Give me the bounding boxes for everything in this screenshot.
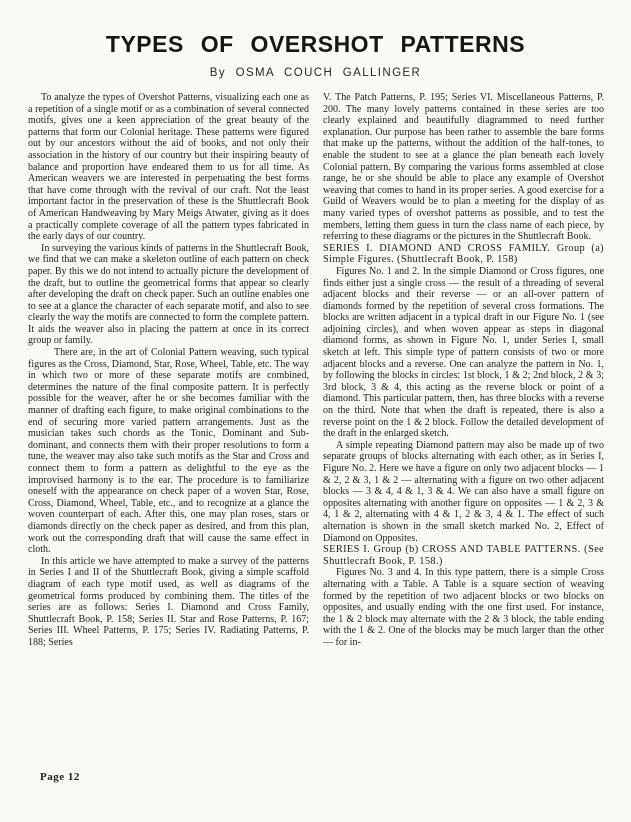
left-column [28, 92, 309, 649]
page-number: Page 12 [40, 771, 80, 783]
section-heading: SERIES I. DIAMOND AND CROSS FAMILY. Group (a) Simple Figures. (Shuttlecraft Book, P. 158) [323, 242, 604, 266]
paragraph: There are, in the art of Colonial Pattern weaving, such typical figures as the Cross, Diamond, Star, Rose, Wheel, Table, etc. The way in which two or more of these separate motifs are combined, determines the nature of the final composite pattern. It is perfectly possible for the weaver, after he or she becomes familiar with the manner of drafting each figure, to make original combinations to the end of securing more varied pattern arrangements. Just as the musician takes such chords as the Tonic, Dominant and Sub-dominant, and connects them with their proper resolutions to form a tune, the weaver may also take such motifs as the Star and Cross and connect them to form a pattern as delightful to the eye as the improvised harmony is to the ear. The procedure is to familiarize oneself with the appearance on check paper of a woven Star, Rose, Cross, Diamond, Wheel, Table, etc., and to recognize at a glance the woven counterpart of each. After this, one may plan roses, stars or diamonds directly on the check paper as desired, and from this plan, work out the corresponding draft that will cause the same effect in cloth. [28, 347, 309, 556]
article-header [0, 0, 631, 79]
paragraph: Figures No. 3 and 4. In this type pattern, there is a simple Cross alternating with a Table. A Table is a square section of weaving formed by the repetition of two adjacent blocks or two blocks on opposites, and usually ending with the one first used. For instance, the 1 & 2 block may alternate with the 2 & 3 block, the table ending with the 1 & 2. One of the blocks may be much larger than the other — for in- [323, 567, 604, 648]
paragraph: V. The Patch Patterns, P. 195; Series VI. Miscellaneous Patterns, P. 200. The many lovely patterns contained in these series are too clearly explained and beautifully diagrammed to need further explanation. Our purpose has been rather to assemble the bare forms that make up the patterns, without the addition of the half-tones, to enable the student to see at a glance the plan beneath each lovely Colonial pattern. By comparing the various forms assembled at close range, he or she should be able to place any example of Overshot weaving that comes to hand in its proper series. A good exercise for a Guild of Weavers would be to plan a meeting for the display of as many varied types of overshot patterns as possible, and to test the members, letting them guess in turn the class name of each piece, by referring to these diagrams or the pictures in the Shuttlecraft Book. [323, 92, 604, 243]
paragraph: In surveying the various kinds of patterns in the Shuttlecraft Book, we find that we can make a skeleton outline of each pattern on check paper. By this we do not intend to actually picture the development of the draft, but to outline the geometrical forms that appear so clearly after developing the draft on check paper. Such an outline enables one to see at a glance the character of each separate motif, and also to see clearly the way the motifs are connected to form the complete pattern. It aids the weaver also in placing the pattern at once in its correct group or family. [28, 242, 309, 347]
article-body [28, 92, 605, 649]
paragraph: A simple repeating Diamond pattern may also be made up of two separate groups of blocks alternating with each other, as in Series I, Figure No. 2. Here we have a figure on only two adjacent blocks — 1 & 2, 2 & 3, 1 & 2 — alternating with a figure on two other adjacent blocks — 3 & 4, 4 & 1, 3 & 4. We can also have a small figure on opposites alternating with another figure on opposites — 1 & 2, 3 & 4, 1 & 2, alternating with 4 & 1, 2 & 3, 4 & 1. The effect of such alternation is shown in the small sketch marked No. 2, Effect of Diamond on Opposites. [323, 439, 604, 544]
page-title: TYPES OF OVERSHOT PATTERNS [105, 31, 526, 57]
paragraph: In this article we have attempted to make a survey of the patterns in Series I and II of the Shuttlecraft Book, giving a simple scaffold diagram of each type motif used, as well as diagrams of the geometrical forms produced by combining them. The titles of the series are as follows: Series I. Diamond and Cross Family, Shuttlecraft Book, P. 158; Series II. Star and Rose Patterns, P. 167; Series III. Wheel Patterns, P. 175; Series IV. Radiating Patterns, P. 188; Series [28, 555, 309, 648]
page-footer [40, 771, 80, 783]
byline: By OSMA COUCH GALLINGER [209, 67, 422, 79]
paragraph: Figures No. 1 and 2. In the simple Diamond or Cross figures, one finds either just a single cross — the result of a threading of several adjacent blocks and their reverse — or an all-over pattern of diamonds formed by the repetition of several cross formations. The blocks are written adjacent in a typical draft in our Figure No. 1 (see adjoining circles), and when woven appear as steps in diagonal diamond forms, as shown in Figure No. 1, under Series I, small sketch at left. This simple type of pattern consists of two or more adjacent blocks and a reverse. One can analyze the pattern in No. 1, by following the blocks in circles: 1st block, 1 & 2; 2nd block, 2 & 3; 3rd block, 3 & 4, this acting as the reverse block or point of a diamond. This particular pattern, then, has three blocks with a reverse on the third. Note that when the draft is repeated, there is also a reverse point on the 1 & 2 block. Follow the detailed development of the draft in the enlarged sketch. [323, 265, 604, 440]
section-heading: SERIES I. Group (b) CROSS AND TABLE PATTERNS. (See Shuttlecraft Book, P. 158.) [323, 544, 604, 567]
right-column [323, 92, 604, 649]
paragraph: To analyze the types of Overshot Patterns, visualizing each one as a repetition of a single motif or as a combination of several connected motifs, gives one a keen appreciation of the great beauty of the patterns that form our Colonial heritage. These patterns were figured out by our ancestors without the aid of books, and not only their association in the history of our country but their inspiring beauty of balance and proportion have endeared them to us for all time. As American weavers we are interested in perpetuating the best forms that have come through with the revival of our craft. Not the least important factor in the preservation of these is the Shuttlecraft Book of American Handweaving by Mary Meigs Atwater, giving as it does a practically complete coverage of all the pattern types fabricated in the early days of our country. [28, 92, 309, 243]
